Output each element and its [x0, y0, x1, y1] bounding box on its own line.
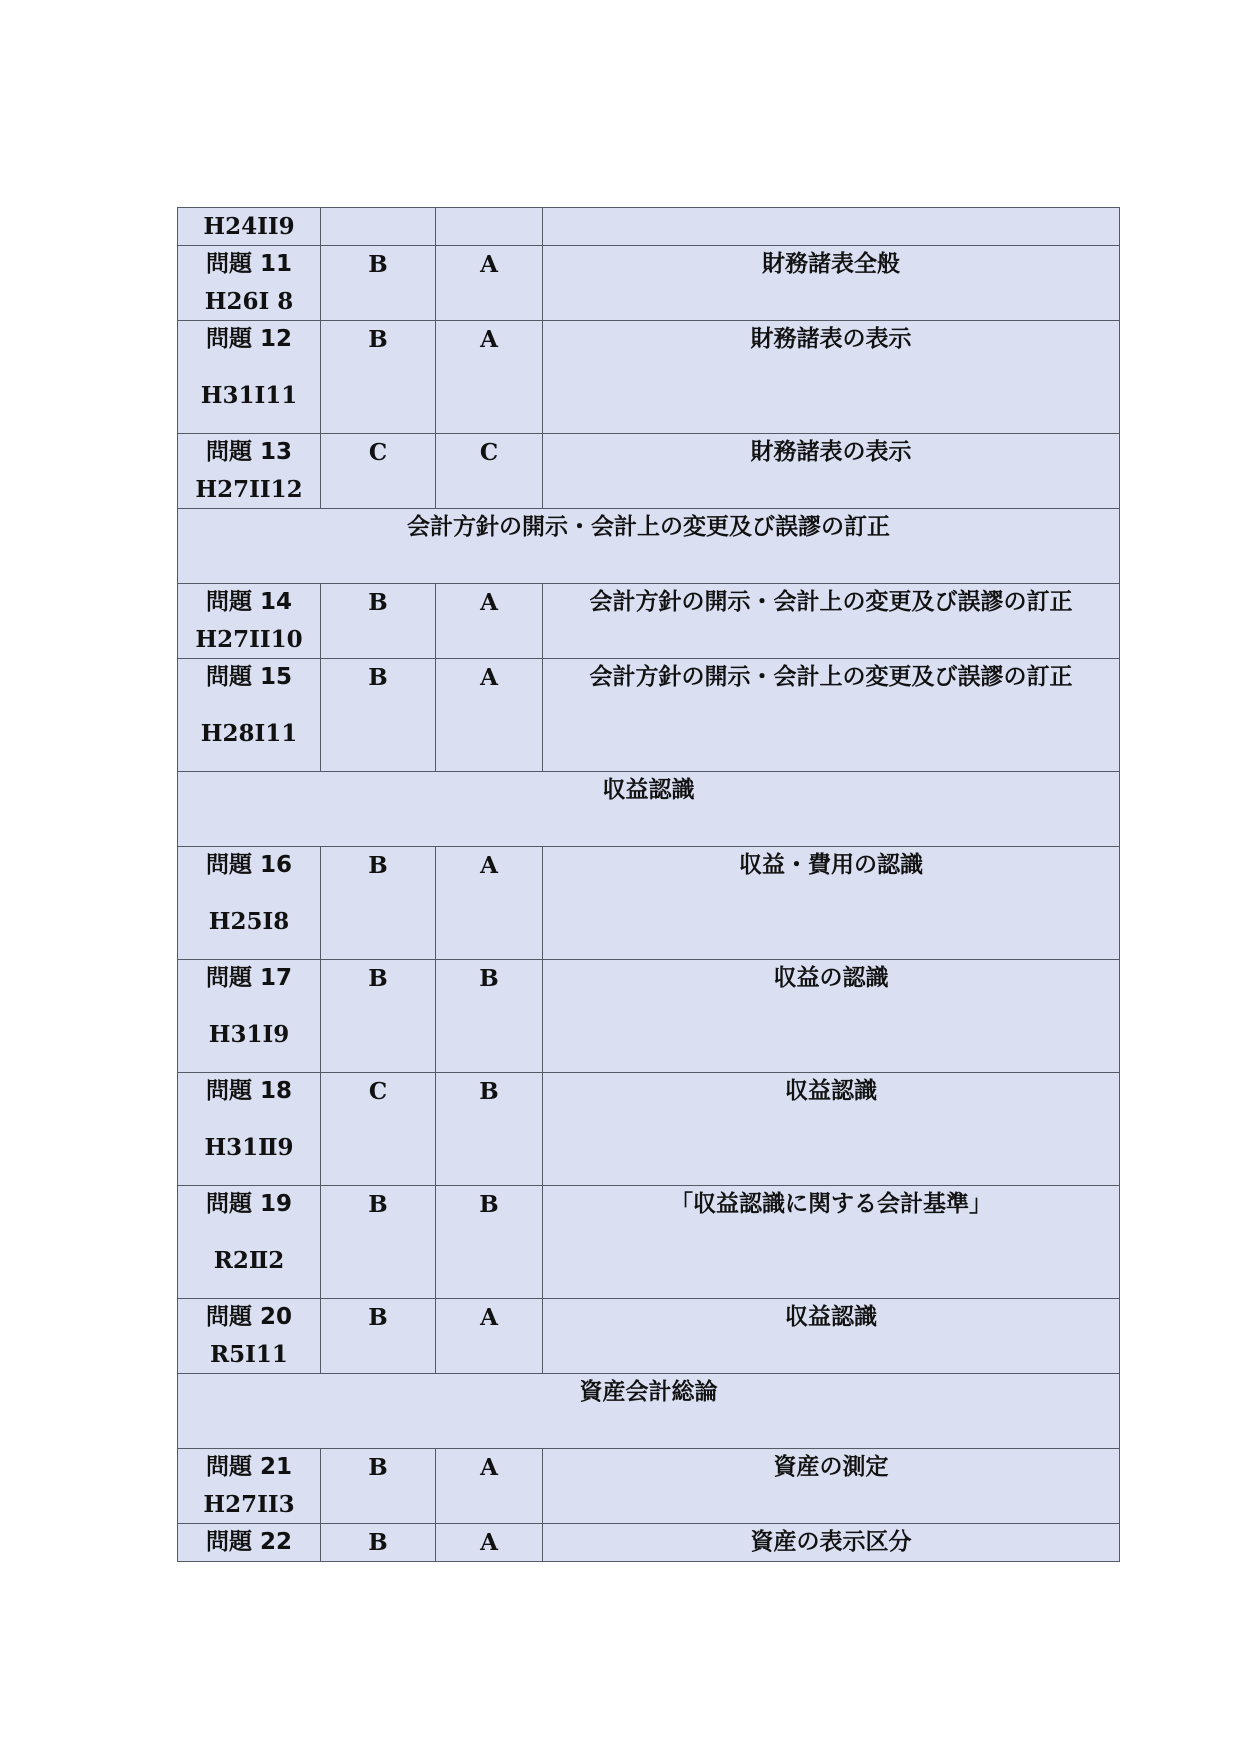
table-row	[178, 1073, 1120, 1186]
topic-cell: 収益の認識	[543, 960, 1120, 1073]
level-a-cell: B	[321, 1449, 436, 1524]
question-table	[177, 207, 1120, 1562]
level-a-cell: C	[321, 434, 436, 509]
topic-cell: 財務諸表全般	[543, 246, 1120, 321]
question-cell	[178, 847, 321, 960]
question-cell	[178, 246, 321, 321]
question-cell	[178, 1524, 321, 1562]
section-row	[178, 509, 1120, 584]
exam-ref: H28Ⅰ11	[200, 720, 298, 747]
level-a-cell: B	[321, 321, 436, 434]
question-cell	[178, 208, 321, 246]
exam-ref: R2Ⅱ2	[213, 1247, 285, 1274]
level-a-cell: B	[321, 1299, 436, 1374]
question-number: 問題 21	[205, 1454, 292, 1480]
table-row	[178, 584, 1120, 659]
topic-cell	[543, 208, 1120, 246]
level-b-cell: A	[436, 847, 543, 960]
topic-cell: 収益認識	[543, 1299, 1120, 1374]
table-row	[178, 1524, 1120, 1562]
level-b-cell	[436, 208, 543, 246]
level-b-cell: B	[436, 1073, 543, 1186]
section-heading: 収益認識	[178, 772, 1120, 847]
question-number: 問題 18	[205, 1078, 292, 1104]
question-number: 問題 14	[205, 589, 292, 615]
question-number: 問題 20	[205, 1304, 292, 1330]
question-number: 問題 15	[205, 664, 292, 690]
exam-ref: H27II10	[195, 626, 303, 653]
question-number: 問題 12	[205, 326, 292, 352]
question-cell	[178, 1073, 321, 1186]
level-a-cell: B	[321, 847, 436, 960]
exam-ref: H31Ⅱ9	[204, 1134, 294, 1161]
table-row	[178, 1299, 1120, 1374]
question-cell	[178, 434, 321, 509]
question-cell	[178, 1299, 321, 1374]
question-cell	[178, 659, 321, 772]
section-heading: 会計方針の開示・会計上の変更及び誤謬の訂正	[178, 509, 1120, 584]
exam-ref: H31Ⅰ11	[200, 382, 298, 409]
exam-ref: H27II12	[195, 476, 303, 503]
question-number: 問題 13	[205, 439, 292, 465]
section-row	[178, 1374, 1120, 1449]
level-a-cell: B	[321, 659, 436, 772]
exam-ref: H25Ⅰ8	[208, 908, 290, 935]
topic-cell: 財務諸表の表示	[543, 321, 1120, 434]
question-number: 問題 19	[205, 1191, 292, 1217]
question-number: 問題 11	[205, 251, 292, 277]
question-cell	[178, 584, 321, 659]
exam-ref: H24II9	[203, 213, 295, 240]
table-row	[178, 659, 1120, 772]
question-cell	[178, 1186, 321, 1299]
table-row	[178, 960, 1120, 1073]
topic-cell: 収益・費用の認識	[543, 847, 1120, 960]
question-number: 問題 22	[205, 1529, 292, 1555]
topic-cell: 会計方針の開示・会計上の変更及び誤謬の訂正	[543, 659, 1120, 772]
section-heading: 資産会計総論	[178, 1374, 1120, 1449]
topic-cell: 財務諸表の表示	[543, 434, 1120, 509]
level-a-cell	[321, 208, 436, 246]
level-b-cell: B	[436, 1186, 543, 1299]
table-row	[178, 208, 1120, 246]
level-b-cell: A	[436, 1524, 543, 1562]
level-a-cell: C	[321, 1073, 436, 1186]
level-b-cell: A	[436, 1299, 543, 1374]
level-b-cell: A	[436, 321, 543, 434]
table-row	[178, 246, 1120, 321]
level-b-cell: A	[436, 246, 543, 321]
level-a-cell: B	[321, 960, 436, 1073]
topic-cell: 「収益認識に関する会計基準」	[543, 1186, 1120, 1299]
exam-ref: H26I 8	[204, 288, 294, 315]
exam-ref: R5Ⅰ11	[210, 1341, 288, 1368]
exam-ref: H31Ⅰ9	[208, 1021, 290, 1048]
exam-ref: H27II3	[203, 1491, 295, 1518]
level-b-cell: A	[436, 584, 543, 659]
level-a-cell: B	[321, 1524, 436, 1562]
level-a-cell: B	[321, 246, 436, 321]
table-row	[178, 847, 1120, 960]
question-number: 問題 17	[205, 965, 292, 991]
question-cell	[178, 321, 321, 434]
table-row	[178, 434, 1120, 509]
level-b-cell: C	[436, 434, 543, 509]
level-a-cell: B	[321, 1186, 436, 1299]
question-cell	[178, 960, 321, 1073]
level-b-cell: B	[436, 960, 543, 1073]
question-cell	[178, 1449, 321, 1524]
level-a-cell: B	[321, 584, 436, 659]
table-row	[178, 1449, 1120, 1524]
topic-cell: 収益認識	[543, 1073, 1120, 1186]
table-row	[178, 1186, 1120, 1299]
topic-cell: 資産の表示区分	[543, 1524, 1120, 1562]
question-number: 問題 16	[205, 852, 292, 878]
topic-cell: 資産の測定	[543, 1449, 1120, 1524]
table-row	[178, 321, 1120, 434]
level-b-cell: A	[436, 659, 543, 772]
section-row	[178, 772, 1120, 847]
level-b-cell: A	[436, 1449, 543, 1524]
topic-cell: 会計方針の開示・会計上の変更及び誤謬の訂正	[543, 584, 1120, 659]
